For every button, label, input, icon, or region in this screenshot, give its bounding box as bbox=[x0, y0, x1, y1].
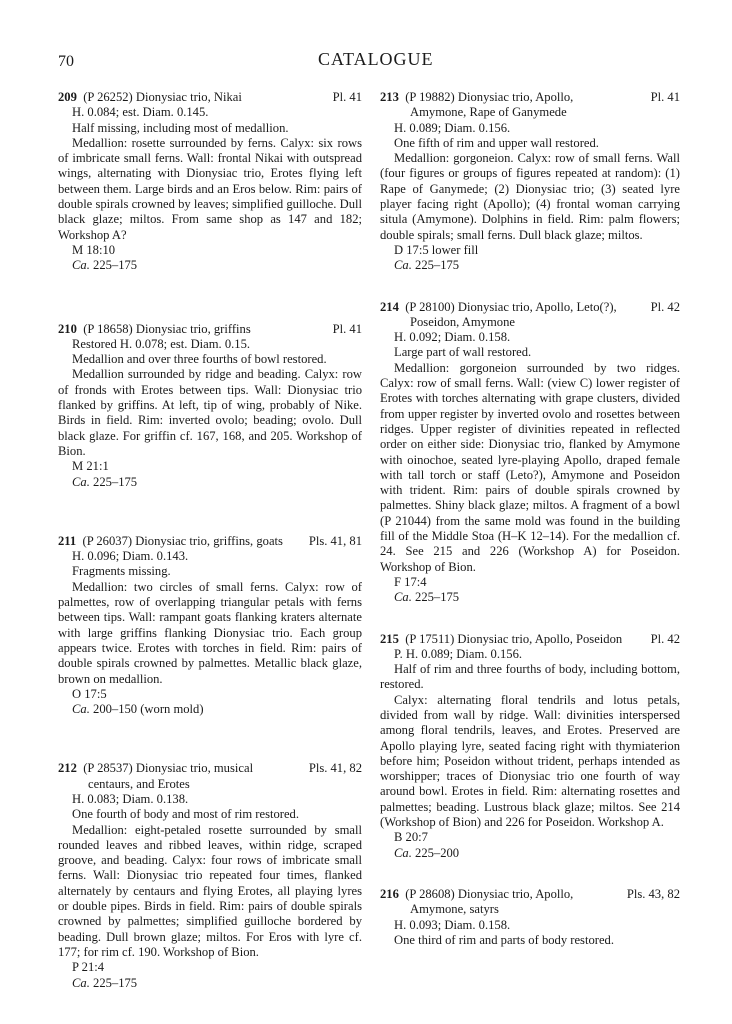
entry-heading bbox=[58, 322, 362, 337]
catalogue-entry-213 bbox=[380, 90, 680, 274]
entry-heading bbox=[380, 632, 680, 647]
entry-title: (P 18658) Dionysiac trio, griffins bbox=[83, 321, 251, 336]
context: P 21:4 bbox=[72, 960, 105, 975]
page-number: 70 bbox=[58, 53, 74, 70]
condition: One fifth of rim and upper wall restored. bbox=[394, 135, 599, 150]
dimensions: H. 0.093; Diam. 0.158. bbox=[394, 917, 511, 932]
running-head: CATALOGUE bbox=[318, 49, 434, 69]
entry-number: 215 bbox=[380, 631, 399, 646]
date: Ca. 225–200 bbox=[394, 845, 460, 860]
description: Medallion: eight-petaled rosette surrounded by small rounded leaves and ribbed leaves, within ridge, scraped groove, and beading. Calyx: four rows of imbricate small ferns. Wall: Dionysiac trio repeated four times, flanked alternately by centaurs and flying Erotes, all playing lyres or double pipes. Birds in field. Rim: pairs of double spirals crowned by palmettes; simplified guilloche bordered by beading. Dull brown glaze; miltos. For Eros with lyre cf. 177; for rim cf. 190. Workshop of Bion. bbox=[58, 822, 362, 959]
dimensions: Restored H. 0.078; est. Diam. 0.15. bbox=[72, 336, 251, 351]
catalogue-entry-211 bbox=[58, 534, 362, 718]
entry-heading bbox=[380, 887, 680, 902]
description: Medallion: rosette surrounded by ferns. Calyx: six rows of imbricate small ferns. Wall: frontal Nikai with outspread wings, alternating with Dionysiac trio, Erotes flying left between them. Large birds and an Eros below. Rim: pairs of double spirals crowned by leaves; simplified guilloche. Dull black glaze; miltos. From same shop as 147 and 182; Workshop A? bbox=[58, 135, 362, 242]
plate-ref: Pl. 42 bbox=[650, 631, 680, 646]
context: M 21:1 bbox=[72, 459, 109, 474]
condition: One fourth of body and most of rim restored. bbox=[72, 807, 299, 822]
entry-title: (P 17511) Dionysiac trio, Apollo, Poseidon bbox=[405, 631, 623, 646]
dimensions: H. 0.092; Diam. 0.158. bbox=[394, 330, 511, 345]
entry-number: 216 bbox=[380, 886, 399, 901]
context: F 17:4 bbox=[394, 574, 427, 589]
plate-ref: Pl. 42 bbox=[650, 299, 680, 314]
entry-heading bbox=[380, 300, 680, 315]
condition: Half of rim and three fourths of body, including bottom, restored. bbox=[380, 662, 680, 692]
plate-ref: Pls. 41, 81 bbox=[308, 533, 362, 548]
dimensions: H. 0.089; Diam. 0.156. bbox=[394, 120, 511, 135]
plate-ref: Pl. 41 bbox=[332, 321, 362, 336]
entry-number: 209 bbox=[58, 90, 77, 104]
context: D 17:5 lower fill bbox=[394, 242, 479, 257]
entry-heading bbox=[58, 534, 362, 549]
description: Medallion: two circles of small ferns. Calyx: row of palmettes, row of overlapping triangular petals with ferns between tips. Wall: rampant goats flanking kraters alternate with large griffins flanking Dionysiac trio. Each group appears twice. Erotes with torches in field. Rim: pairs of double spirals crowned by palmettes. Metallic black glaze, brown on medallion. bbox=[58, 579, 362, 686]
catalogue-entry-214 bbox=[380, 300, 680, 606]
entry-title: (P 28608) Dionysiac trio, Apollo, bbox=[405, 886, 574, 901]
condition: Large part of wall restored. bbox=[394, 345, 532, 360]
dimensions: H. 0.084; est. Diam. 0.145. bbox=[72, 105, 209, 120]
entry-title: (P 26252) Dionysiac trio, Nikai bbox=[83, 90, 242, 104]
plate-ref: Pl. 41 bbox=[650, 90, 680, 104]
entry-title-continued: Poseidon, Amymone bbox=[410, 314, 515, 329]
entry-title: (P 28100) Dionysiac trio, Apollo, Leto(?), bbox=[405, 299, 617, 314]
date: Ca. 225–175 bbox=[72, 975, 138, 990]
description: Medallion: gorgoneion surrounded by two ridges. Calyx: row of small ferns. Wall: (view C) lower register of Erotes with torches alternating with grape clusters, divided from upper register by inverted ovolo and rosettes between ridges. Upper register of divinities repeated in reflected order on either side: Dionysiac trio, flanked by Amymone with oinochoe, seated lyre-playing Apollo, draped female with tall torch or staff (Leto?), Amymone and Poseidon with trident. Rim: pairs of double spirals crowned by palmettes. Shiny black glaze; miltos. A fragment of a bowl (P 21044) from the same mold was found in the building fill of the Middle Stoa (H–K 12–14). For the medallion cf. 24. See 215 and 226 (Workshop A) for Poseidon. Workshop of Bion. bbox=[380, 360, 680, 574]
entry-title: (P 28537) Dionysiac trio, musical bbox=[83, 761, 254, 776]
context: O 17:5 bbox=[72, 686, 107, 701]
entry-number: 211 bbox=[58, 533, 77, 548]
right-column bbox=[380, 90, 680, 948]
plate-ref: Pls. 43, 82 bbox=[626, 886, 680, 901]
catalogue-entry-216 bbox=[380, 887, 680, 948]
entry-heading bbox=[58, 761, 362, 776]
date: Ca. 225–175 bbox=[72, 258, 138, 273]
condition: One third of rim and parts of body restored. bbox=[394, 932, 614, 947]
entry-number: 213 bbox=[380, 90, 399, 104]
description: Medallion: gorgoneion. Calyx: row of small ferns. Wall (four figures or groups of figures repeated at random): (1) Rape of Ganymede; (2) Dionysiac trio; (3) seated lyre player facing right (Apollo); (4) frontal woman carrying situla (Amymone). Dolphins in field. Rim: palm flowers; double spirals; small ferns. Dull black glaze; miltos. bbox=[380, 151, 680, 242]
dimensions: H. 0.096; Diam. 0.143. bbox=[72, 549, 189, 564]
condition: Medallion and over three fourths of bowl restored. bbox=[72, 352, 327, 367]
entry-title: (P 26037) Dionysiac trio, griffins, goats bbox=[82, 533, 283, 548]
dimensions: P. H. 0.089; Diam. 0.156. bbox=[394, 646, 523, 661]
catalogue-entry-212 bbox=[58, 761, 362, 990]
entry-title-continued: centaurs, and Erotes bbox=[88, 776, 190, 791]
left-column bbox=[58, 90, 362, 991]
date: Ca. 225–175 bbox=[72, 474, 138, 489]
entry-number: 212 bbox=[58, 761, 77, 776]
entry-number: 214 bbox=[380, 299, 399, 314]
entry-heading bbox=[58, 90, 362, 105]
entry-title-continued: Amymone, Rape of Ganymede bbox=[410, 105, 567, 120]
catalogue-entry-210 bbox=[58, 322, 362, 490]
date: Ca. 200–150 (worn mold) bbox=[72, 702, 204, 717]
entry-title-continued: Amymone, satyrs bbox=[410, 902, 499, 917]
context: M 18:10 bbox=[72, 242, 116, 257]
context: B 20:7 bbox=[394, 830, 428, 845]
entry-title: (P 19882) Dionysiac trio, Apollo, bbox=[405, 90, 574, 104]
date: Ca. 225–175 bbox=[394, 590, 460, 605]
plate-ref: Pls. 41, 82 bbox=[308, 761, 362, 776]
plate-ref: Pl. 41 bbox=[332, 90, 362, 104]
condition: Fragments missing. bbox=[72, 564, 171, 579]
catalogue-entry-215 bbox=[380, 632, 680, 861]
date: Ca. 225–175 bbox=[394, 258, 460, 273]
catalogue-entry-209 bbox=[58, 90, 362, 274]
condition: Half missing, including most of medallion. bbox=[72, 120, 289, 135]
entry-number: 210 bbox=[58, 321, 77, 336]
description: Medallion surrounded by ridge and beading. Calyx: row of fronds with Erotes between tips. Wall: Dionysiac trio flanked by griffins. At left, tip of wing, probably of Nike. Birds in field. Rim: inverted ovolo; beading; ovolo. Dull black glaze. For griffin cf. 167, 168, and 205. Workshop of Bion. bbox=[58, 367, 362, 458]
entry-heading bbox=[380, 90, 680, 105]
dimensions: H. 0.083; Diam. 0.138. bbox=[72, 791, 189, 806]
description: Calyx: alternating floral tendrils and lotus petals, divided from wall by ridge. Wall: divinities interspersed among floral tendrils, leaves, and Erotes. Preserved are Apollo playing lyre, seated facing right with thymiaterion before him; Poseidon without trident, perhaps intended as worshipper; traces of Dionysiac trio one fourth of way around bowl. Erotes in field. Rim: alternating rosettes and palmettes; beading. Lustrous black glaze; miltos. See 214 (Workshop of Bion) and 226 for Poseidon. Workshop A. bbox=[380, 692, 680, 830]
